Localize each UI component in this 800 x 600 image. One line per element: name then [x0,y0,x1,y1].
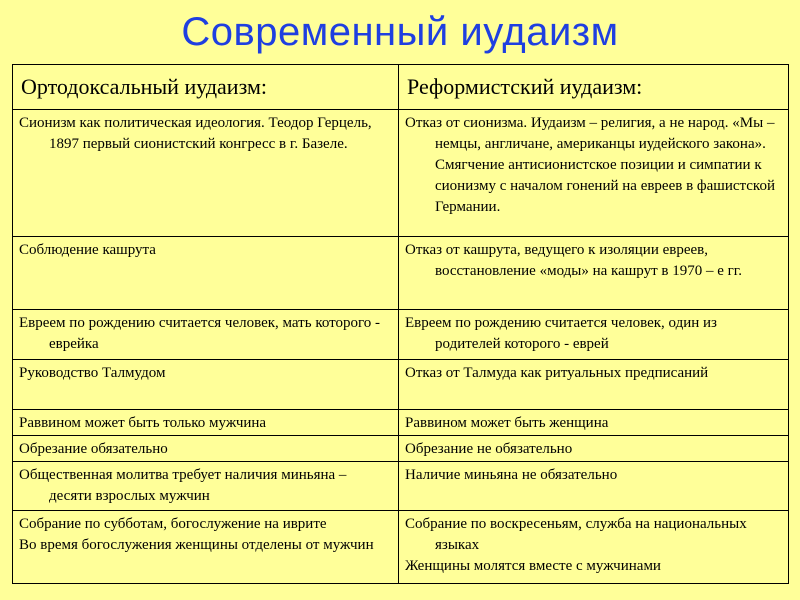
orthodox-column-header: Ортодоксальный иудаизм: [13,65,399,110]
cell-text: Собрание по воскресеньям, служба на национальных языках [405,516,747,553]
cell-text: Обрезание не обязательно [405,441,573,457]
cell-text: Раввином может быть женщина [405,415,609,431]
reform-cell [399,310,789,360]
table-row [13,462,789,511]
cell-text: Общественная молитва требует наличия миньяна – десяти взрослых мужчин [19,467,347,504]
slide-title: Современный иудаизм [181,10,619,54]
reform-cell [399,410,789,436]
orthodox-cell [13,410,399,436]
orthodox-cell [13,237,399,310]
reform-cell [399,360,789,410]
cell-text: Отказ от сионизма. Иудаизм – религия, а не народ. «Мы – немцы, англичане, американцы иудейского закона». Смягчение антисионистское позиции и симпатии к сионизму с началом гонений на евреев в фашистской Германии. [405,115,775,215]
cell-text: Собрание по субботам, богослужение на иврите [19,516,327,532]
table-row [13,237,789,310]
table-header-row [13,65,789,110]
orthodox-cell [13,360,399,410]
cell-text: Сионизм как политическая идеология. Теодор Герцель, 1897 первый сионистский конгресс в г. Базеле. [19,115,372,152]
orthodox-cell [13,462,399,511]
cell-text: Обрезание обязательно [19,441,168,457]
cell-text: Евреем по рождению считается человек, мать которого - еврейка [19,315,381,352]
reform-cell [399,110,789,237]
reform-cell [399,436,789,462]
cell-text: Соблюдение кашрута [19,242,156,258]
orthodox-cell [13,310,399,360]
table-row [13,110,789,237]
reform-cell [399,462,789,511]
orthodox-cell [13,436,399,462]
orthodox-cell [13,110,399,237]
table-row [13,511,789,584]
table-row [13,436,789,462]
cell-text: Отказ от кашрута, ведущего к изоляции евреев, восстановление «моды» на кашрут в 1970 – е гг. [405,242,743,279]
reform-cell [399,237,789,310]
table-row [13,360,789,410]
table-row [13,310,789,360]
cell-text: Отказ от Талмуда как ритуальных предписаний [405,365,709,381]
cell-text: Во время богослужения женщины отделены от мужчин [19,537,374,553]
cell-text: Женщины молятся вместе с мужчинами [405,558,661,574]
orthodox-cell [13,511,399,584]
table-row [13,410,789,436]
cell-text: Раввином может быть только мужчина [19,415,267,431]
comparison-table [12,64,789,584]
reform-column-header: Реформистский иудаизм: [399,65,789,110]
cell-text: Наличие миньяна не обязательно [405,467,618,483]
cell-text: Евреем по рождению считается человек, один из родителей которого - еврей [405,315,717,352]
reform-cell [399,511,789,584]
cell-text: Руководство Талмудом [19,365,166,381]
